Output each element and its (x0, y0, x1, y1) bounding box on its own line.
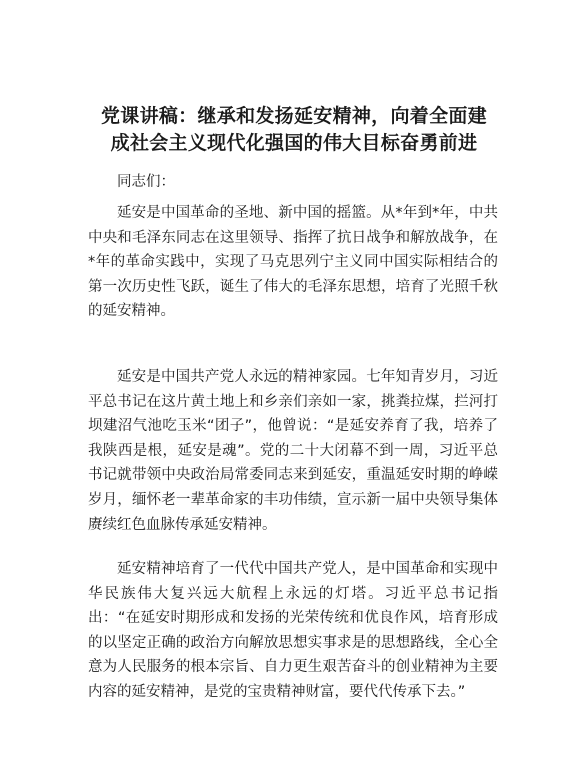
document-title-line-2: 成社会主义现代化强国的伟大目标奋勇前进 (110, 132, 478, 154)
body-paragraph-1: 延安是中国革命的圣地、新中国的摇篮。从*年到*年，中共中央和毛泽东同志在这里领导、指挥了抗日战争和解放战争，在*年的革命实践中，实现了马克思列宁主义同中国实际相结合的第一次历史性飞跃，诞生了伟大的毛泽东思想，培育了光照千秋的延安精神。 (88, 205, 498, 320)
document-title-line-1: 党课讲稿：继承和发扬延安精神，向着全面建 (100, 105, 487, 127)
body-paragraph-2: 延安是中国共产党人永远的精神家园。七年知青岁月，习近平总书记在这片黄土地上和乡亲们亲如一家，挑粪拉煤，拦河打坝建沼气池吃玉米“团子”，他曾说：“是延安养育了我，培养了我陕西是根，延安是魂”。党的二十大闭幕不到一周，习近平总书记就带领中央政治局常委同志来到延安，重温延安时期的峥嵘岁月，缅怀老一辈革命家的丰功伟绩，宣示新一届中央领导集体赓续红色血脉传承延安精神。 (88, 369, 498, 533)
salutation: 同志们： (117, 174, 175, 190)
body-paragraph-3: 延安精神培育了一代代中国共产党人，是中国革命和实现中华民族伟大复兴远大航程上永远的灯塔。习近平总书记指出：“在延安时期形成和发扬的光荣传统和优良作风，培育形成的以坚定正确的政治方向解放思想实事求是的思想路线，全心全意为人民服务的根本宗旨、自力更生艰苦奋斗的创业精神为主要内容的延安精神，是党的宝贵精神财富，要代代传承下去。” (88, 561, 498, 700)
